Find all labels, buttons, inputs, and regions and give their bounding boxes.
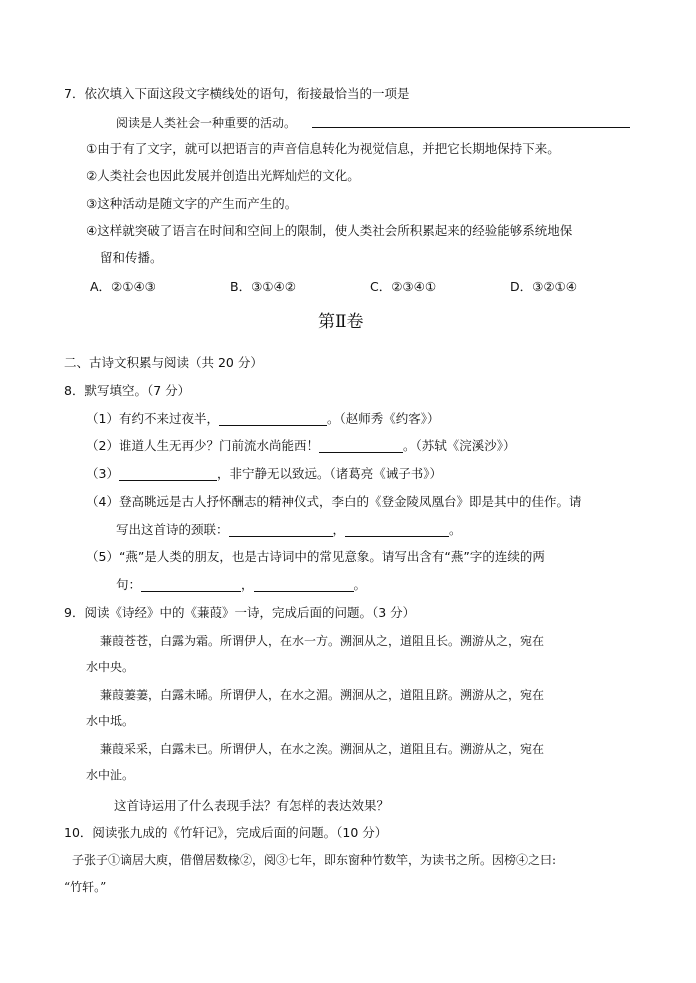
section-heading: 二、古诗文积累与阅读（共 20 分） xyxy=(64,355,263,370)
q8-item-2: （2）谁道人生无再少？门前流水尚能西！ 。（苏轼《浣溪沙》） xyxy=(86,438,516,453)
q8-item-4: （4）登高眺远是古人抒怀酬志的精神仪式，李白的《登金陵凤凰台》即是其中的佳作。请 xyxy=(86,494,582,509)
q7-passage: 阅读是人类社会一种重要的活动。 xyxy=(116,116,297,130)
q7-option-d[interactable]: D．③②①④ xyxy=(510,279,577,294)
q9-stem: 9．阅读《诗经》中的《蒹葭》一诗，完成后面的问题。（3 分） xyxy=(64,605,416,620)
q8-blank-4a[interactable] xyxy=(229,523,333,537)
q8-blank-4b[interactable] xyxy=(345,523,449,537)
poem-stanza-1: 蒹葭苍苍，白露为霜。所谓伊人，在水一方。溯洄从之，道阻且长。溯游从之，宛在 xyxy=(100,634,545,648)
q7-option-b[interactable]: B．③①④② xyxy=(230,279,296,294)
poem-stanza-1-cont: 水中央。 xyxy=(86,660,135,674)
q8-item-5-cont: 句： ， 。 xyxy=(116,577,367,592)
q7-sentence-2: ②人类社会也因此发展并创造出光辉灿烂的文化。 xyxy=(86,168,360,183)
q7-option-c[interactable]: C．②③④① xyxy=(370,279,437,294)
poem-stanza-3: 蒹葭采采，白露未已。所谓伊人，在水之涘。溯洄从之，道阻且右。溯游从之，宛在 xyxy=(100,742,545,756)
q10-stem: 10．阅读张九成的《竹轩记》，完成后面的问题。（10 分） xyxy=(64,825,388,840)
q8-blank-1[interactable] xyxy=(219,412,327,426)
q8-blank-5b[interactable] xyxy=(254,578,354,592)
q10-text-line-1: 子张子①谪居大庾，借僧居数椽②，阅③七年，即东窗种竹数竿，为读书之所。因榜④之曰: xyxy=(72,853,557,867)
q7-sentence-1: ①由于有了文字，就可以把语言的声音信息转化为视觉信息，并把它长期地保持下来。 xyxy=(86,141,560,156)
q8-blank-3[interactable] xyxy=(119,467,217,481)
q7-answer-line xyxy=(312,127,630,128)
q8-blank-5a[interactable] xyxy=(141,578,241,592)
q10-text-line-2: “竹轩。” xyxy=(64,880,107,894)
q7-option-a[interactable]: A．②①④③ xyxy=(90,279,156,294)
poem-stanza-2-cont: 水中坻。 xyxy=(86,714,135,728)
q7-sentence-4: ④这样就突破了语言在时间和空间上的限制，使人类社会所积累起来的经验能够系统地保 xyxy=(86,223,573,238)
part-title: 第Ⅱ卷 xyxy=(318,312,364,332)
q7-stem: 7．依次填入下面这段文字横线处的语句，衔接最恰当的一项是 xyxy=(64,86,410,101)
q9-question: 这首诗运用了什么表现手法？有怎样的表达效果？ xyxy=(114,798,390,813)
poem-stanza-2: 蒹葭萋萋，白露未晞。所谓伊人，在水之湄。溯洄从之，道阻且跻。溯游从之，宛在 xyxy=(100,688,545,702)
poem-stanza-3-cont: 水中沚。 xyxy=(86,768,135,782)
q8-item-1: （1）有约不来过夜半， 。（赵师秀《约客》） xyxy=(86,411,440,426)
q8-blank-2[interactable] xyxy=(319,439,403,453)
q8-item-5: （5）“燕”是人类的朋友，也是古诗词中的常见意象。请写出含有“燕”字的连续的两 xyxy=(86,549,545,564)
q8-item-4-cont: 写出这首诗的颈联： ， 。 xyxy=(116,522,462,537)
q8-stem: 8．默写填空。（7 分） xyxy=(64,383,191,398)
q8-item-3: （3） ，非宁静无以致远。（诸葛亮《诫子书》） xyxy=(86,466,442,481)
q7-sentence-4-cont: 留和传播。 xyxy=(100,250,163,265)
q7-sentence-3: ③这种活动是随文字的产生而产生的。 xyxy=(86,196,298,211)
